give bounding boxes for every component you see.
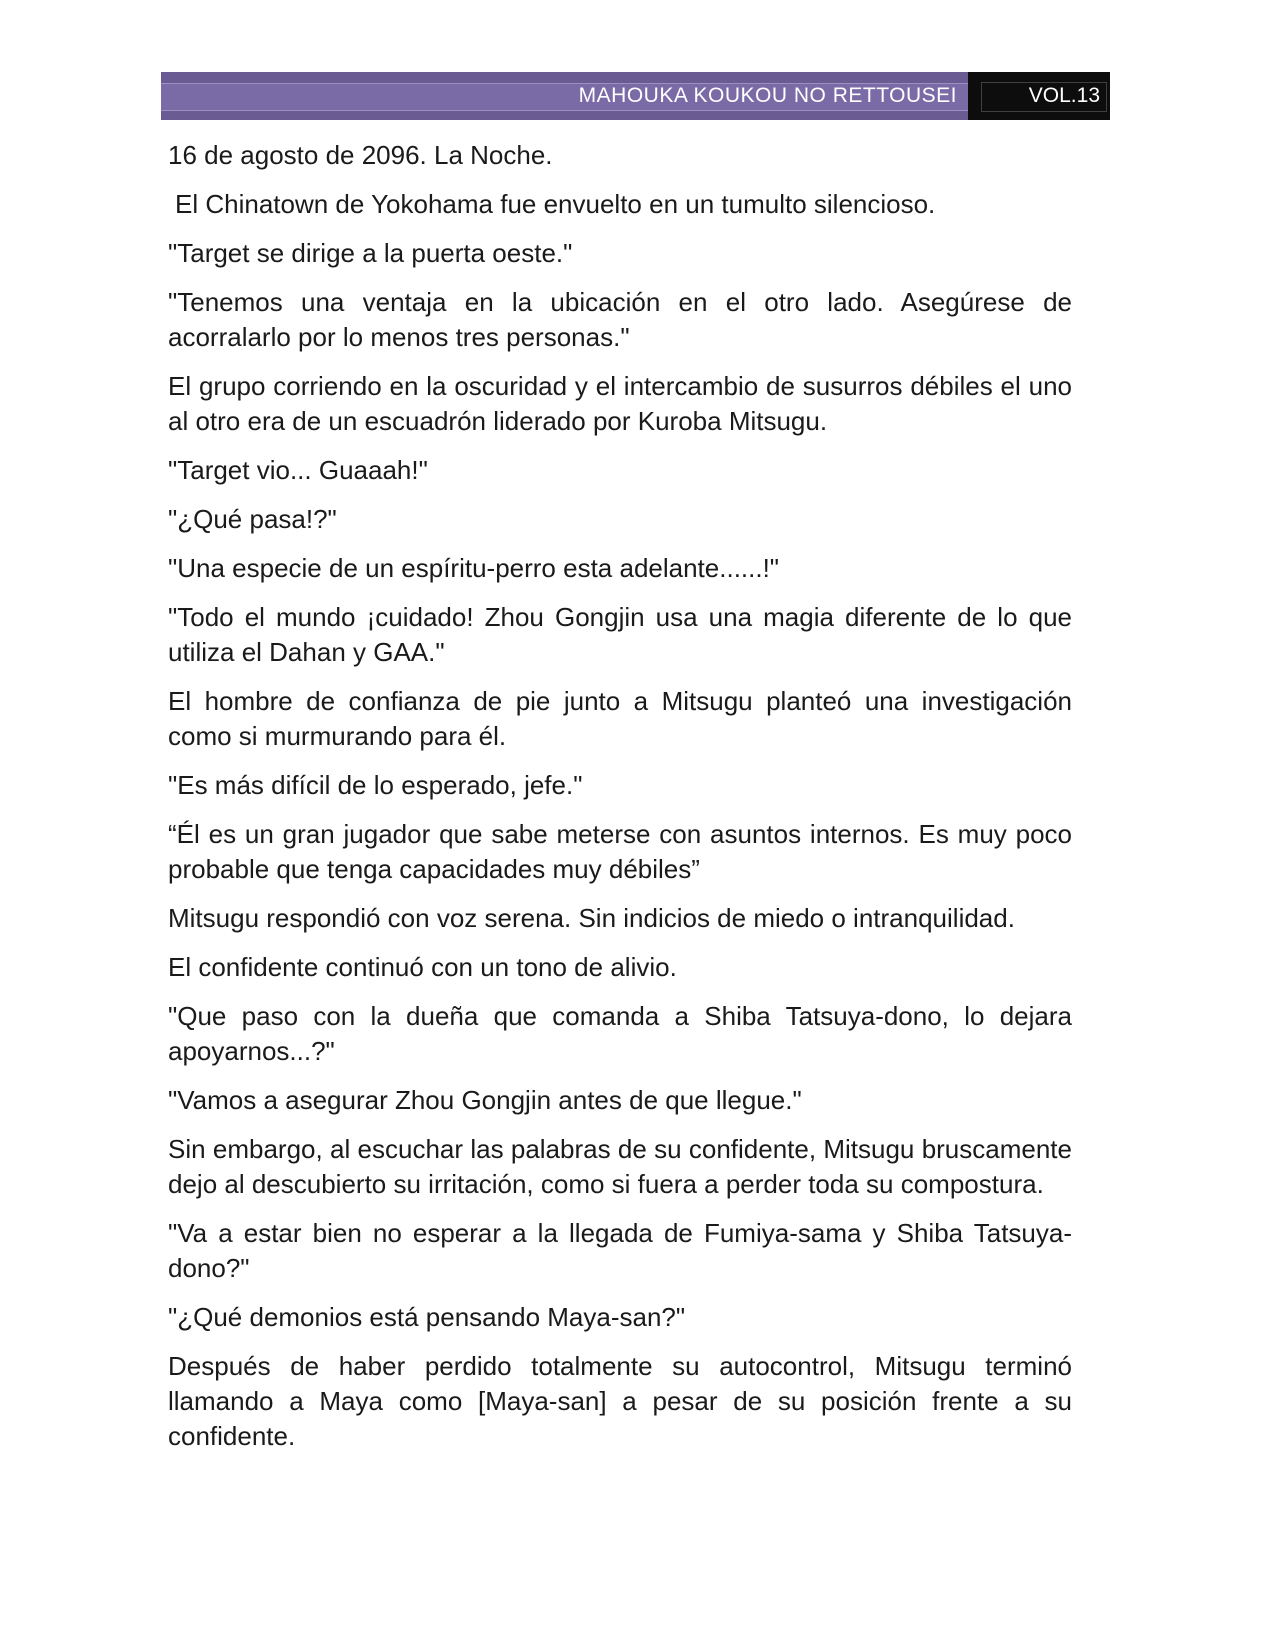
- paragraph: Mitsugu respondió con voz serena. Sin indicios de miedo o intranquilidad.: [168, 903, 1015, 933]
- paragraph: Sin embargo, al escuchar las palabras de su confidente, Mitsugu bruscamente dejo al descubierto su irritación, como si fuera a perder toda su compostura.: [168, 1134, 1072, 1199]
- volume-box: [968, 72, 1110, 120]
- header-title-band: [161, 72, 968, 120]
- paragraph: El hombre de confianza de pie junto a Mitsugu planteó una investigación como si murmurando para él.: [168, 686, 1072, 751]
- header-title: MAHOUKA KOUKOU NO RETTOUSEI: [578, 84, 957, 107]
- paragraph: "¿Qué pasa!?": [168, 504, 337, 534]
- paragraph: "Es más difícil de lo esperado, jefe.": [168, 770, 583, 800]
- paragraph: "Todo el mundo ¡cuidado! Zhou Gongjin usa una magia diferente de lo que utiliza el Dahan y GAA.": [168, 602, 1072, 667]
- paragraph: "Una especie de un espíritu-perro esta adelante......!": [168, 553, 780, 583]
- volume-label: VOL.13: [1028, 84, 1100, 107]
- paragraph: 16 de agosto de 2096. La Noche.: [168, 140, 553, 170]
- document-body: [168, 138, 1072, 1468]
- paragraph: "Target se dirige a la puerta oeste.": [168, 238, 573, 268]
- paragraph: "Vamos a asegurar Zhou Gongjin antes de que llegue.": [168, 1085, 802, 1115]
- paragraph: "Target vio... Guaaah!": [168, 455, 428, 485]
- paragraph: "Va a estar bien no esperar a la llegada de Fumiya-sama y Shiba Tatsuya-dono?": [168, 1218, 1072, 1283]
- paragraph: El confidente continuó con un tono de alivio.: [168, 952, 677, 982]
- paragraph: "¿Qué demonios está pensando Maya-san?": [168, 1302, 686, 1332]
- document-header-bar: [161, 72, 1110, 120]
- paragraph: Después de haber perdido totalmente su autocontrol, Mitsugu terminó llamando a Maya como [Maya-san] a pesar de su posición frente a su confidente.: [168, 1351, 1072, 1451]
- paragraph: "Tenemos una ventaja en la ubicación en el otro lado. Asegúrese de acorralarlo por lo menos tres personas.": [168, 287, 1072, 352]
- paragraph: El grupo corriendo en la oscuridad y el intercambio de susurros débiles el uno al otro era de un escuadrón liderado por Kuroba Mitsugu.: [168, 371, 1072, 436]
- paragraph: “Él es un gran jugador que sabe meterse con asuntos internos. Es muy poco probable que tenga capacidades muy débiles”: [168, 819, 1072, 884]
- paragraph: El Chinatown de Yokohama fue envuelto en un tumulto silencioso.: [175, 189, 936, 219]
- paragraph: "Que paso con la dueña que comanda a Shiba Tatsuya-dono, lo dejara apoyarnos...?": [168, 1001, 1072, 1066]
